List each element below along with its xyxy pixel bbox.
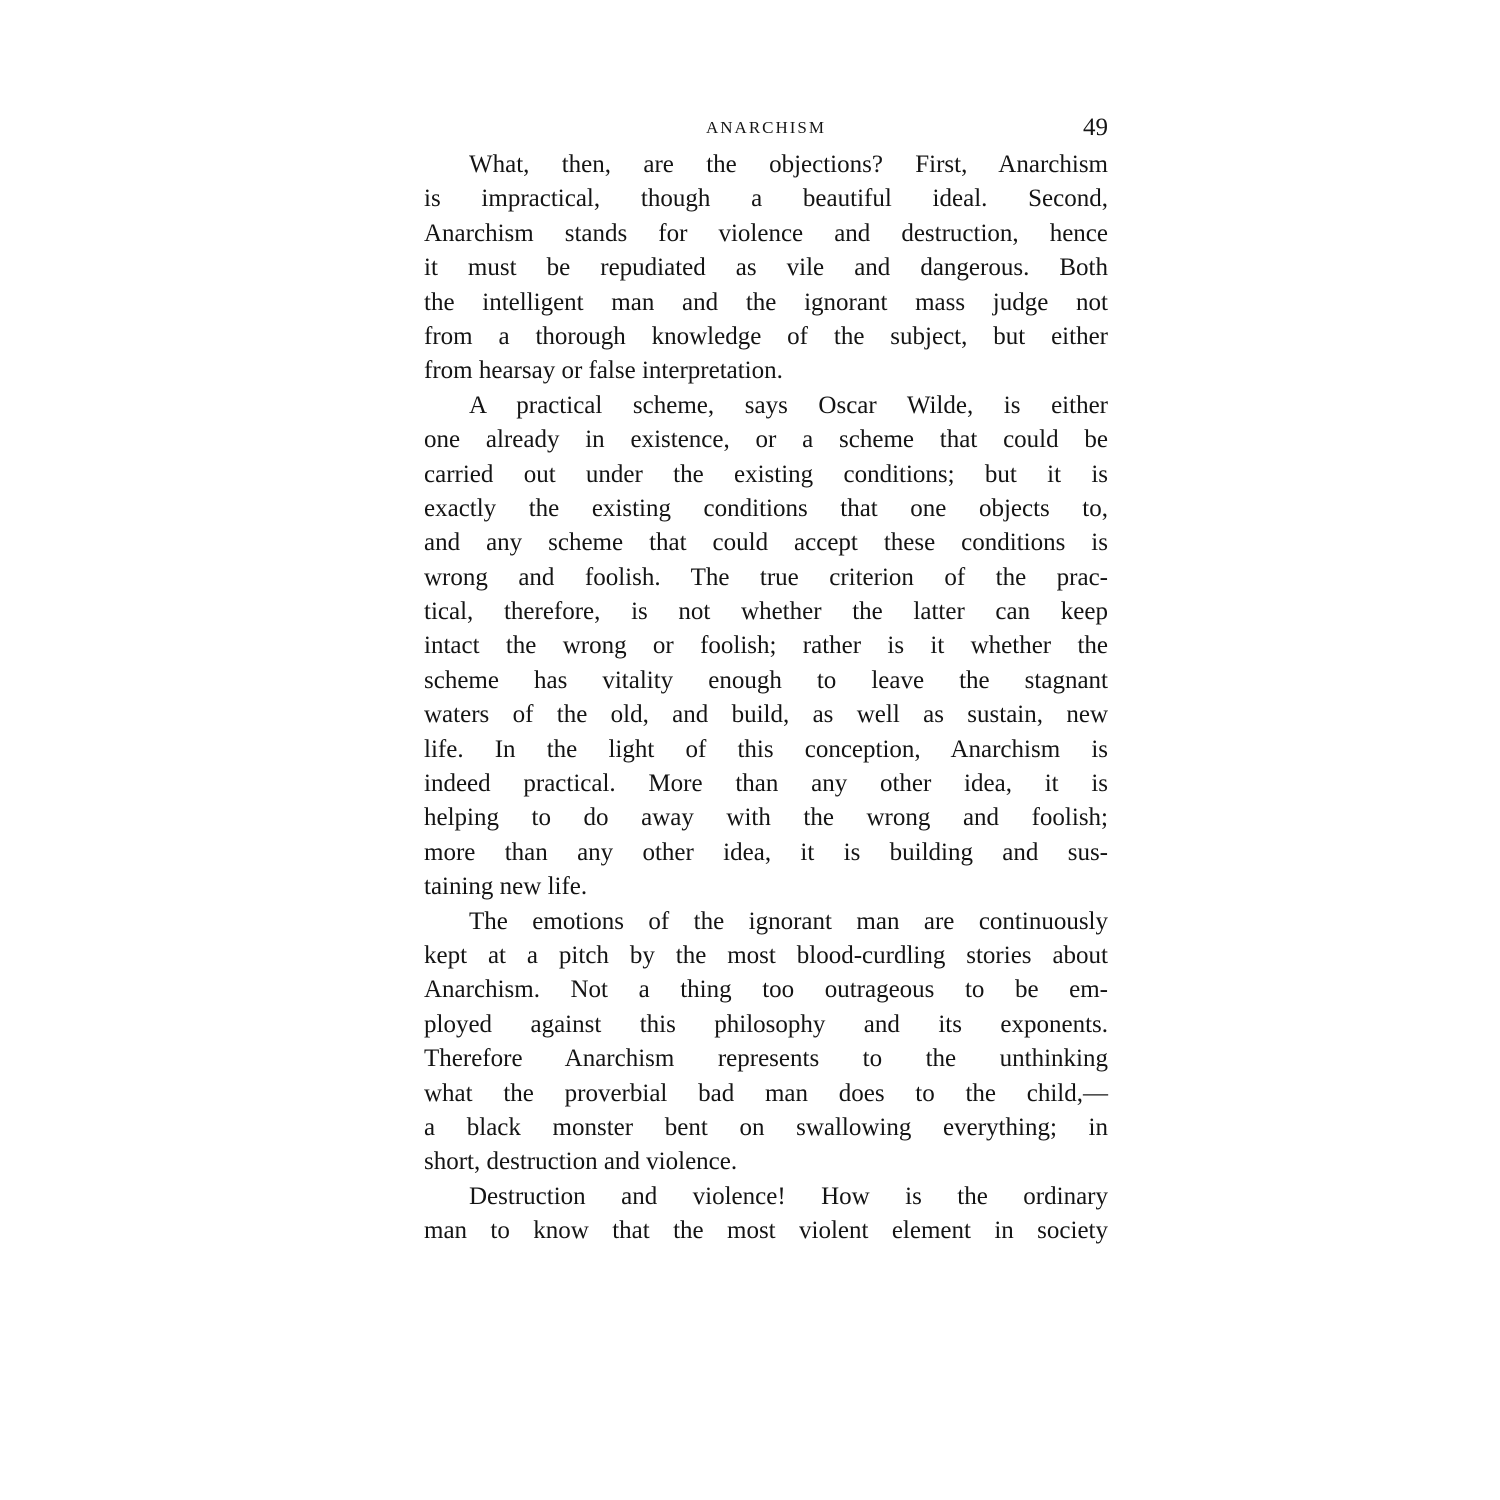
text-line: a black monster bent on swallowing everything; in xyxy=(424,1113,1108,1141)
text-line: Anarchism. Not a thing too outrageous to be em- xyxy=(424,976,1108,1004)
text-line: it must be repudiated as vile and dangerous. Both xyxy=(424,254,1108,282)
text-line: What, then, are the objections? First, Anarchism xyxy=(469,151,1108,178)
text-line: carried out under the existing conditions; but it is xyxy=(424,460,1108,488)
text-line: is impractical, though a beautiful ideal. Second, xyxy=(424,185,1108,213)
paragraph xyxy=(424,148,1108,389)
text-line: life. In the light of this conception, Anarchism is xyxy=(424,735,1108,763)
paragraph xyxy=(424,905,1108,1180)
text-line: man to know that the most violent element in society xyxy=(424,1217,1108,1245)
running-head xyxy=(424,114,1108,148)
text-line: short, destruction and violence. xyxy=(424,1148,738,1176)
text-line: tical, therefore, is not whether the latter can keep xyxy=(424,598,1108,626)
text-line: kept at a pitch by the most blood-curdling stories about xyxy=(424,941,1108,969)
body-text xyxy=(424,148,1108,1249)
paragraph xyxy=(424,389,1108,905)
text-line: taining new life. xyxy=(424,873,588,901)
text-line: helping to do away with the wrong and foolish; xyxy=(424,804,1108,832)
text-line: A practical scheme, says Oscar Wilde, is either xyxy=(469,391,1108,419)
paragraph xyxy=(424,1180,1108,1249)
running-title: ANARCHISM xyxy=(705,118,827,137)
text-line: Destruction and violence! How is the ordinary xyxy=(469,1182,1108,1210)
text-line: waters of the old, and build, as well as sustain, new xyxy=(424,701,1108,729)
text-line: exactly the existing conditions that one objects to, xyxy=(424,494,1108,522)
text-line: Anarchism stands for violence and destruction, hence xyxy=(424,219,1108,247)
text-line: intact the wrong or foolish; rather is it whether the xyxy=(424,632,1108,660)
text-line: more than any other idea, it is building and sus- xyxy=(424,838,1108,866)
text-line: from a thorough knowledge of the subject, but either xyxy=(424,322,1108,350)
text-line: and any scheme that could accept these conditions is xyxy=(424,529,1108,557)
page-number: 49 xyxy=(1083,114,1108,141)
text-line: ployed against this philosophy and its exponents. xyxy=(424,1010,1108,1038)
text-line: scheme has vitality enough to leave the stagnant xyxy=(424,666,1108,694)
text-line: The emotions of the ignorant man are continuously xyxy=(469,907,1108,935)
text-line: the intelligent man and the ignorant mass judge not xyxy=(424,288,1108,316)
text-line: what the proverbial bad man does to the child,— xyxy=(424,1079,1108,1107)
text-line: Therefore Anarchism represents to the unthinking xyxy=(424,1045,1108,1073)
text-line: one already in existence, or a scheme that could be xyxy=(424,426,1108,454)
text-line: from hearsay or false interpretation. xyxy=(424,357,783,385)
text-line: indeed practical. More than any other idea, it is xyxy=(424,770,1108,798)
text-line: wrong and foolish. The true criterion of the prac- xyxy=(424,563,1108,591)
